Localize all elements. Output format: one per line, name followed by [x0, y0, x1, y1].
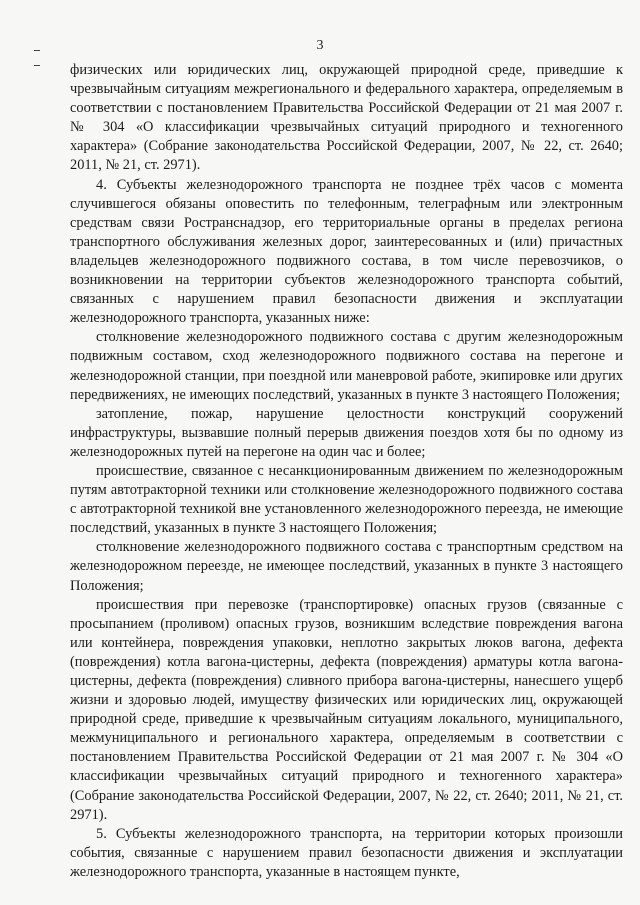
paragraph-3: столкновение железнодорожного подвижного состава с другим железнодорожным подвижным составом, сход железнодорожного подвижного состава на перегоне и железнодорожной станции, при поездной или маневровой работе, экипировке или других передвижениях, не имеющих последствий, указанных в пункте 3 настоящего Положения;	[70, 329, 623, 403]
paragraph-8: 5. Субъекты железнодорожного транспорта, на территории которых произошли события, связанные с нарушением правил безопасности движения и эксплуатации железнодорожного транспорта, указанные в настоящем пункте,	[70, 825, 623, 880]
paragraph-2: 4. Субъекты железнодорожного транспорта не позднее трёх часов с момента случившегося обязаны оповестить по телефонным, телеграфным или электронным средствам связи Ространснадзор, его территориальные органы в пределах региона транспортного обслуживания железных дорог, заинтересованных и (или) причастных владельцев железнодорожного подвижного состава, в том числе перевозчиков, о возникновении на территории субъектов железнодорожного транспорта событий, связанных с нарушением правил безопасности движения и эксплуатации железнодорожного транспорта, указанных ниже:	[70, 176, 623, 327]
paragraph-1: физических или юридических лиц, окружающей природной среде, приведшие к чрезвычайным ситуациям межрегионального и федерального характера, определяемым в соответствии с постановлением Правительства Российской Федерации от 21 мая 2007 г. № 304 «О классификации чрезвычайных ситуаций природного и техногенного характера» (Собрание законодательства Российской Федерации, 2007, № 22, ст. 2640; 2011, № 21, ст. 2971).	[70, 62, 623, 174]
margin-mark	[34, 50, 40, 51]
body-text	[70, 61, 623, 882]
page-number: 3	[316, 38, 324, 53]
paragraph-5: происшествие, связанное с несанкционированным движением по железнодорожным путям автотракторной техники или столкновение железнодорожного подвижного состава с автотракторной техникой вне установленного железнодорожного переезда, не имеющие последствий, указанных в пункте 3 настоящего Положения;	[70, 462, 623, 537]
paragraph-6: столкновение железнодорожного подвижного состава с транспортным средством на железнодорожном переезде, не имеющее последствий, указанных в пункте 3 настоящего Положения;	[70, 539, 623, 594]
margin-mark	[34, 65, 40, 66]
paragraph-4: затопление, пожар, нарушение целостности конструкций сооружений инфраструктуры, вызвавшие полный перерыв движения поездов хотя бы по одному из железнодорожных путей на перегоне на один час и более;	[70, 405, 623, 460]
paragraph-7: происшествия при перевозке (транспортировке) опасных грузов (связанные с просыпанием (проливом) опасных грузов, возникшим вследствие повреждения вагона или контейнера, повреждения упаковки, неплотно закрытых люков вагона, дефекта (повреждения) котла вагона-цистерны, дефекта (повреждения) арматуры котла вагона-цистерны, дефекта (повреждения) сливного прибора вагона-цистерны, нанесшего ущерб жизни и здоровью людей, имуществу физических или юридических лиц, окружающей природной среде, приведшие к чрезвычайным ситуациям локального, муниципального, межмуниципального и регионального характера, определяемым в соответствии с постановлением Правительства Российской Федерации от 21 мая 2007 г. № 304 «О классификации чрезвычайных ситуаций природного и техногенного характера» (Собрание законодательства Российской Федерации, 2007, № 22, ст. 2640; 2011, № 21, ст. 2971).	[70, 596, 623, 823]
